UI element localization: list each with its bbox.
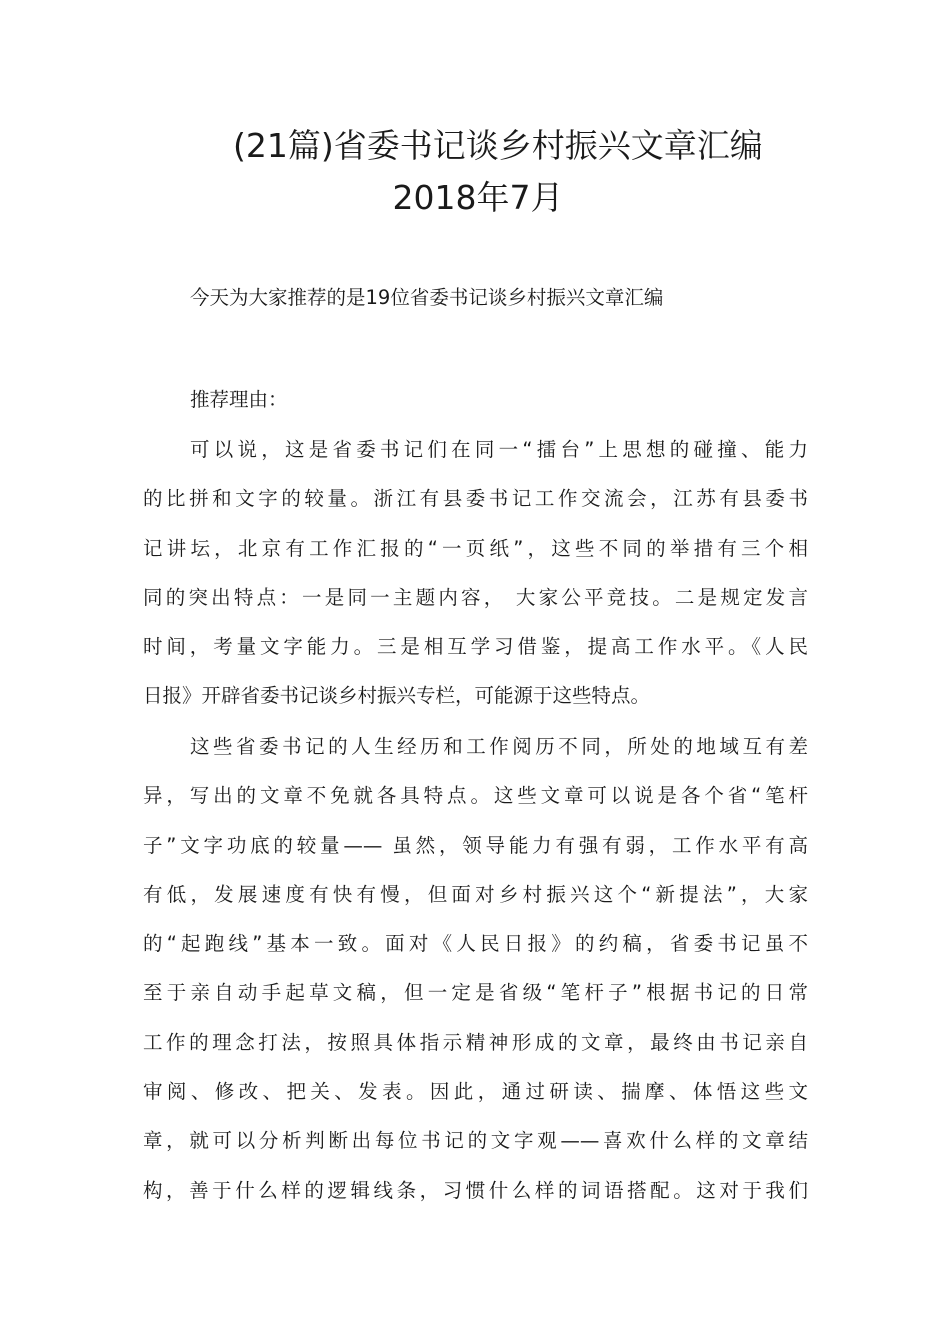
paragraph-line: 这些省委书记的人生经历和工作阅历不同，所处的地域互有差 [190, 735, 808, 758]
paragraph-line: 异，写出的文章不免就各具特点。这些文章可以说是各个省“笔杆 [143, 784, 808, 808]
paragraph-line: 的比拼和文字的较量。浙江有县委书记工作交流会，江苏有县委书 [143, 487, 808, 511]
paragraph-line: 至于亲自动手起草文稿，但一定是省级“笔杆子”根据书记的日常 [143, 981, 808, 1005]
paragraph-line: 记讲坛，北京有工作汇报的“一页纸”，这些不同的举措有三个相 [143, 536, 808, 560]
reason-label: 推荐理由： [190, 388, 288, 411]
paragraph-2 [143, 733, 808, 1226]
paragraph-line: 时间，考量文字能力。三是相互学习借鉴，提高工作水平。《人民 [143, 635, 808, 659]
paragraph-line: 日报》开辟省委书记谈乡村振兴专栏，可能源于这些特点。 [143, 684, 651, 708]
paragraph-line: 同的突出特点：一是同一主题内容， 大家公平竞技。二是规定发言 [143, 585, 808, 609]
paragraph-line: 章，就可以分析判断出每位书记的文字观——喜欢什么样的文章结 [143, 1129, 808, 1153]
paragraph-line: 可以说，这是省委书记们在同一“擂台”上思想的碰撞、能力 [190, 438, 808, 461]
paragraph-line: 有低，发展速度有快有慢，但面对乡村振兴这个“新提法”，大家 [143, 882, 808, 906]
document-date: 2018年7月 [392, 178, 564, 217]
paragraph-line: 构，善于什么样的逻辑线条，习惯什么样的词语搭配。这对于我们 [143, 1178, 808, 1202]
document-title: (21篇)省委书记谈乡村振兴文章汇编 [233, 126, 763, 165]
paragraph-line: 审阅、修改、把关、发表。因此，通过研读、揣摩、体悟这些文 [143, 1080, 808, 1104]
paragraph-line: 子”文字功底的较量—— 虽然，领导能力有强有弱，工作水平有高 [143, 833, 808, 857]
intro-text: 今天为大家推荐的是19位省委书记谈乡村振兴文章汇编 [190, 286, 664, 309]
paragraph-1 [143, 436, 808, 732]
paragraph-line: 的“起跑线”基本一致。面对《人民日报》的约稿，省委书记虽不 [143, 932, 808, 956]
paragraph-line: 工作的理念打法，按照具体指示精神形成的文章，最终由书记亲自 [143, 1030, 808, 1054]
